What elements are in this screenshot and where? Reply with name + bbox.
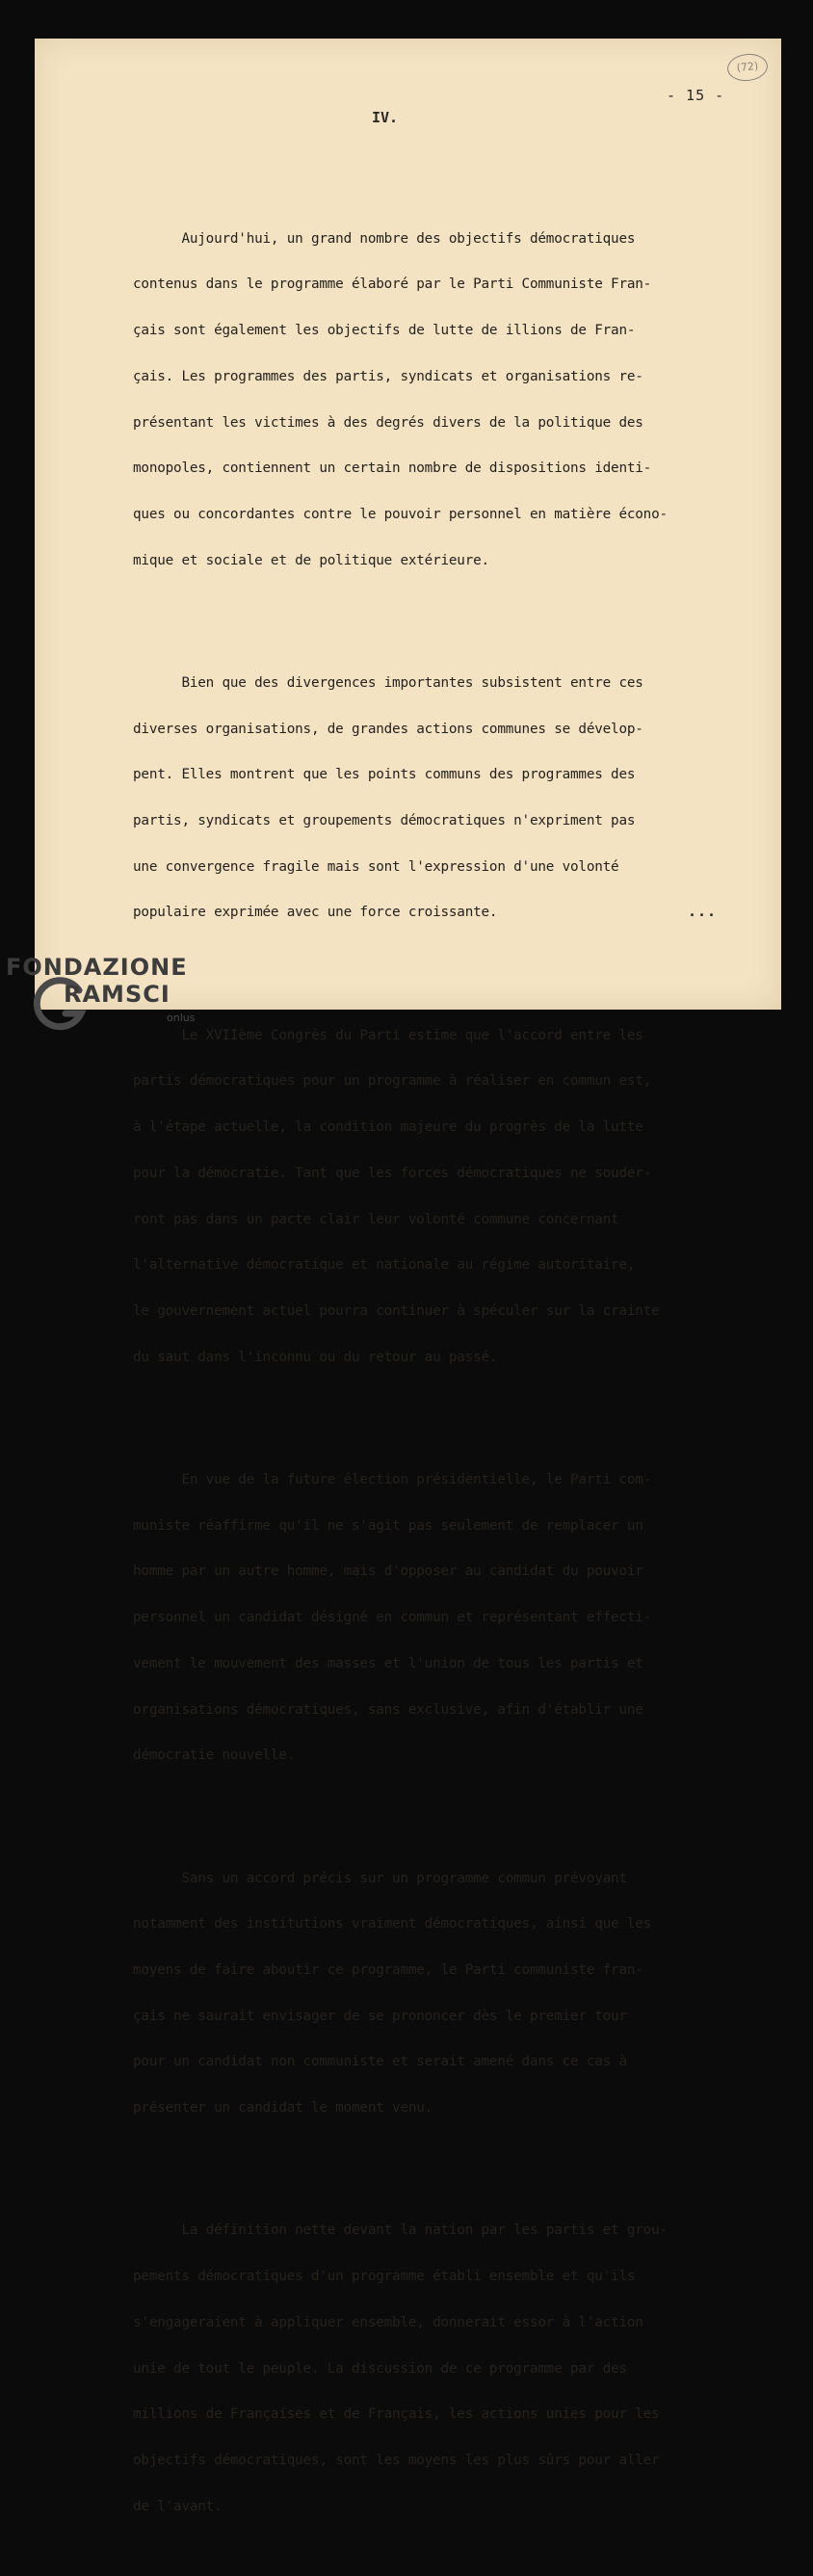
- watermark-line2: RAMSCI: [64, 981, 170, 1008]
- text-line: En vue de la future élection présidentielle, le Parti com-: [133, 1471, 652, 1487]
- paragraph: [133, 645, 749, 952]
- text-line: présentant les victimes à des degrés divers de la politique des: [133, 414, 643, 431]
- text-line: à l'étape actuelle, la condition majeure du progrès de la lutte: [133, 1119, 643, 1136]
- text-line: Aujourd'hui, un grand nombre des objectifs démocratiques: [133, 230, 636, 247]
- text-line: populaire exprimée avec une force croissante.: [133, 905, 498, 921]
- text-line: ques ou concordantes contre le pouvoir personnel en matière écono-: [133, 506, 668, 522]
- text-line: démocratie nouvelle.: [133, 1748, 296, 1764]
- watermark-logo: [6, 954, 198, 1031]
- text-line: muniste réaffirme qu'il ne s'agit pas seulement de remplacer un: [133, 1517, 643, 1534]
- text-line: partis, syndicats et groupements démocratiques n'expriment pas: [133, 813, 636, 829]
- text-line: mique et sociale et de politique extérieure.: [133, 552, 489, 568]
- text-line: La définition nette devant la nation par les partis et grou-: [133, 2222, 668, 2239]
- paragraph: [133, 998, 749, 1397]
- text-line: millions de Françaises et de Français, les actions unies pour les: [133, 2406, 660, 2423]
- text-line: ront pas dans un pacte clair leur volonté commune concernant: [133, 1211, 619, 1227]
- text-line: organisations démocratiques, sans exclusive, afin d'établir une: [133, 1701, 643, 1718]
- page-number: - 15 -: [667, 87, 725, 104]
- text-line: de l'avant.: [133, 2498, 223, 2514]
- text-line: diverses organisations, de grandes actions communes se dévelop-: [133, 721, 643, 737]
- continuation-mark: ...: [688, 903, 718, 920]
- paragraph: [133, 2194, 749, 2546]
- text-line: présenter un candidat le moment venu.: [133, 2100, 433, 2116]
- text-line: çais sont également les objectifs de lutte de illions de Fran-: [133, 323, 636, 339]
- paragraph: [133, 201, 749, 600]
- section-number: IV.: [372, 109, 399, 126]
- body-text: [133, 171, 749, 2576]
- text-line: moyens de faire aboutir ce programme, le Parti communiste fran-: [133, 1961, 643, 1978]
- text-line: monopoles, contiennent un certain nombre de dispositions identi-: [133, 460, 652, 477]
- text-line: Le XVIIème Congrès du Parti estime que l'accord entre les: [133, 1027, 643, 1043]
- text-line: çais ne saurait envisager de se prononcer dès le premier tour: [133, 2008, 627, 2024]
- archive-page-mark: (72): [726, 52, 770, 83]
- text-line: pour un candidat non communiste et serait amené dans ce cas à: [133, 2054, 627, 2070]
- text-line: une convergence fragile mais sont l'expression d'une volonté: [133, 858, 619, 875]
- text-line: objectifs démocratiques, sont les moyens les plus sûrs pour aller: [133, 2452, 660, 2468]
- paragraph: [133, 1442, 749, 1795]
- text-line: l'alternative démocratique et nationale au régime autoritaire,: [133, 1257, 636, 1274]
- text-line: pements démocratiques d'un programme établi ensemble et qu'ils: [133, 2269, 636, 2285]
- text-line: contenus dans le programme élaboré par le Parti Communiste Fran-: [133, 276, 652, 293]
- text-line: personnel un candidat désigné en commun et représentant effecti-: [133, 1610, 652, 1626]
- paragraph: [133, 1841, 749, 2147]
- text-line: Sans un accord précis sur un programme commun prévoyant: [133, 1870, 627, 1886]
- text-line: pour la démocratie. Tant que les forces démocratiques ne souder-: [133, 1165, 652, 1181]
- text-line: pent. Elles montrent que les points communs des programmes des: [133, 767, 636, 783]
- text-line: partis démocratiques pour un programme à réaliser en commun est,: [133, 1073, 652, 1090]
- text-line: vement le mouvement des masses et l'union de tous les partis et: [133, 1655, 643, 1671]
- text-line: notamment des institutions vraiment démocratiques, ainsi que les: [133, 1916, 652, 1932]
- text-line: çais. Les programmes des partis, syndicats et organisations re-: [133, 368, 643, 384]
- text-line: du saut dans l'inconnu ou du retour au passé.: [133, 1349, 498, 1365]
- watermark-suffix: onlus: [167, 1012, 196, 1024]
- text-line: Bien que des divergences importantes subsistent entre ces: [133, 674, 643, 691]
- text-line: unie de tout le peuple. La discussion de ce programme par des: [133, 2360, 627, 2377]
- text-line: s'engageraient à appliquer ensemble, donnerait essor à l'action: [133, 2314, 643, 2330]
- text-line: le gouvernement actuel pourra continuer à spéculer sur la crainte: [133, 1303, 660, 1320]
- text-line: homme par un autre homme, mais d'opposer au candidat du pouvoir: [133, 1564, 643, 1580]
- watermark-line1: FONDAZIONE: [6, 954, 188, 981]
